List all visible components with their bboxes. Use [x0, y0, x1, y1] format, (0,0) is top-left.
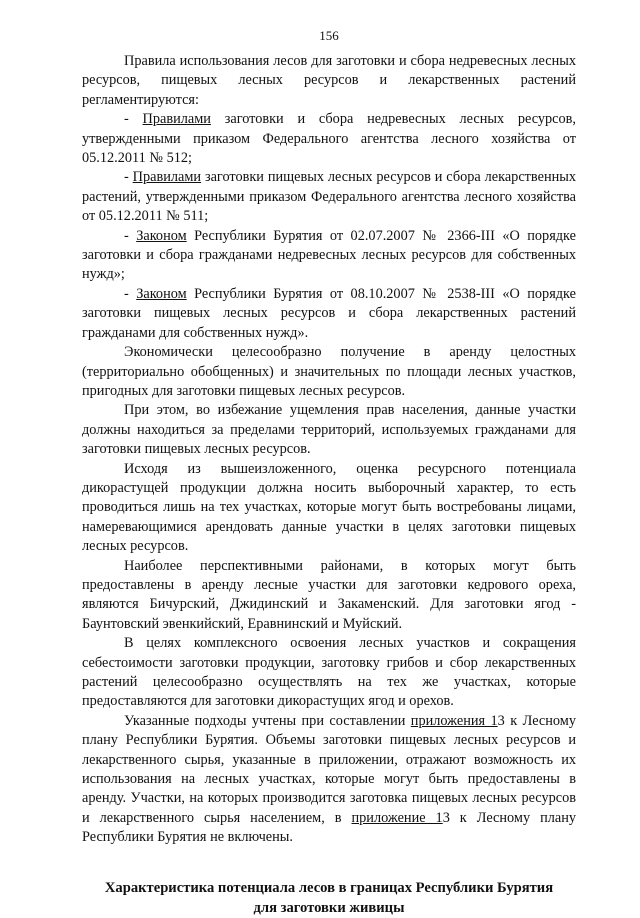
- paragraph-p4: [82, 227, 576, 285]
- underlined-reference: Законом: [136, 285, 187, 302]
- text-run: Республики Бурятия от 08.10.2007 № 2538-III «О порядке заготовки пищевых лесных ресурсов и сбора лекарственных растений гражданами для собственных нужд».: [82, 285, 576, 341]
- paragraph-p5: [82, 285, 576, 343]
- paragraph-p8: [82, 460, 576, 557]
- underlined-reference: приложение 1: [351, 809, 443, 826]
- section-heading-line-2: для заготовки живицы: [253, 899, 405, 916]
- text-run: Правила использования лесов для заготовки и сбора недревесных лесных ресурсов, пищевых лесных ресурсов и лекарственных растений регламентируются:: [82, 53, 576, 108]
- text-run: В целях комплексного освоения лесных участков и сокращения себестоимости заготовки продукции, заготовку грибов и сбор лекарственных растений целесообразно осуществлять на тех же участках, которые предоставляются для заготовки дикорастущих ягод и орехов.: [82, 635, 576, 710]
- text-run: Исходя из вышеизложенного, оценка ресурсного потенциала дикорастущей продукции должна носить выборочный характер, то есть проводиться лишь на тех участках, которые могут быть востребованы лицами, намеревающимися арендовать данные участки в целях заготовки пищевых лесных ресурсов.: [82, 460, 576, 555]
- text-run: -: [124, 285, 137, 302]
- text-run: Экономически целесообразно получение в аренду целостных (территориально обобщенных) и значительных по площади лесных участков, пригодных для заготовки пищевых лесных ресурсов.: [82, 344, 576, 399]
- text-run: -: [124, 227, 137, 244]
- text-run: Республики Бурятия от 02.07.2007 № 2366-III «О порядке заготовки и сбора гражданами недревесных лесных ресурсов для собственных нужд»;: [82, 227, 576, 283]
- underlined-reference: Правилами: [142, 111, 211, 128]
- text-run: -: [124, 169, 133, 186]
- paragraph-p1: [82, 52, 576, 110]
- underlined-reference: Правилами: [132, 169, 202, 186]
- text-run: При этом, во избежание ущемления прав населения, данные участки должны находиться за пределами территорий, используемых гражданами для заготовки пищевых лесных ресурсов.: [82, 402, 576, 458]
- underlined-reference: Законом: [136, 227, 187, 244]
- paragraph-p7: [82, 401, 576, 459]
- paragraph-p11: [82, 712, 576, 848]
- text-run: 3 к Лесному плану Республики Бурятия не включены.: [82, 809, 576, 846]
- text-run: -: [124, 111, 143, 128]
- text-run: Наиболее перспективными районами, в которых могут быть предоставлены в аренду лесные участки для заготовки кедрового ореха, являются Бичурский, Джидинский и Закаменский. Для заготовки ягод - Баунтовский эвенкийский, Еравнинский и Муйский.: [82, 557, 576, 632]
- paragraph-p6: [82, 343, 576, 401]
- document-body: [82, 52, 576, 848]
- text-run: Указанные подходы учтены при составлении: [124, 712, 411, 729]
- page-number: 156: [319, 28, 339, 43]
- paragraph-p10: [82, 634, 576, 712]
- text-run: заготовки пищевых лесных ресурсов и сбора лекарственных растений, утвержденными приказом Федерального агентства лесного хозяйства от 05.12.2011 № 511;: [82, 169, 576, 225]
- paragraph-p9: [82, 557, 576, 635]
- underlined-reference: приложения 1: [410, 712, 498, 729]
- paragraph-p2: [82, 110, 576, 168]
- text-run: 3 к Лесному плану Республики Бурятия. Объемы заготовки пищевых лесных ресурсов и лекарственного сырья, указанные в приложении, отражают возможность их использования на лесных участках, которые могут быть предоставлены в аренду. Участки, на которых производится заготовка пищевых лесных ресурсов и лекарственного сырья населением, в: [82, 712, 576, 826]
- text-run: заготовки и сбора недревесных лесных ресурсов, утвержденными приказом Федерального агентства лесного хозяйства от 05.12.2011 № 512;: [82, 111, 576, 167]
- section-heading-line-1: Характеристика потенциала лесов в границах Республики Бурятия: [104, 879, 554, 896]
- paragraph-p3: [82, 168, 576, 226]
- section-heading: [82, 878, 576, 918]
